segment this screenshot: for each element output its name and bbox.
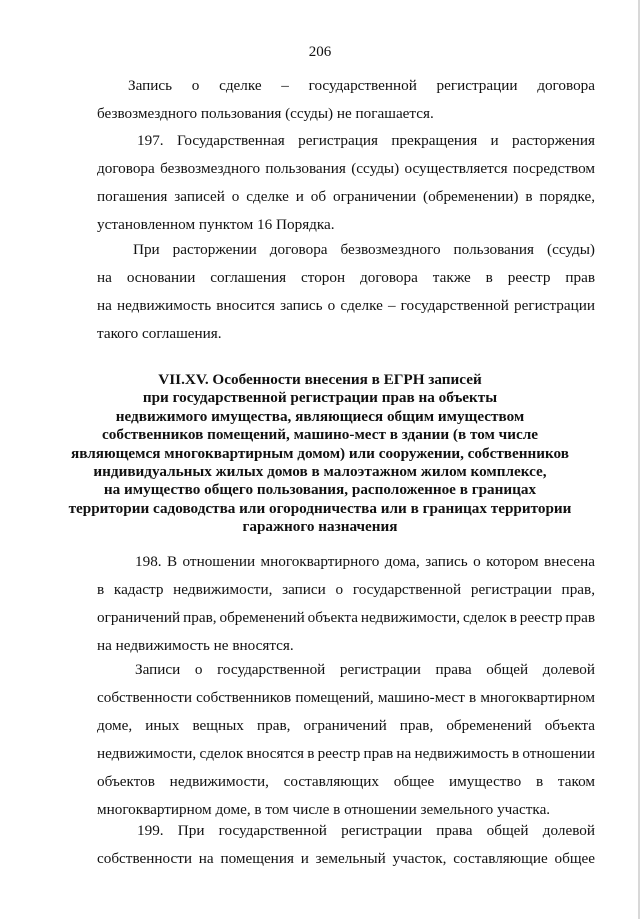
heading-line: на имущество общего пользования, расположенное в границах bbox=[103, 481, 537, 499]
text-line: 197. Государственная регистрация прекращения и расторжения bbox=[137, 132, 595, 149]
text-line: на недвижимость не вносятся. bbox=[97, 637, 294, 654]
heading-line: собственников помещений, машино-мест в здании (в том числе bbox=[102, 426, 538, 444]
text-line: установленном пунктом 16 Порядка. bbox=[97, 216, 335, 233]
text-line: 198. В отношении многоквартирного дома, запись о котором внесена bbox=[135, 553, 595, 570]
text-line: такого соглашения. bbox=[97, 325, 222, 342]
heading-line: при государственной регистрации прав на объекты bbox=[142, 389, 498, 407]
text-line: собственности на помещения и земельный участок, составляющие общее bbox=[97, 850, 595, 867]
paragraph-record-not-cancelled bbox=[97, 72, 595, 128]
text-line: 199. При государственной регистрации права общей долевой bbox=[137, 822, 595, 839]
heading-line: VII.XV. Особенности внесения в ЕГРН записей bbox=[158, 371, 482, 388]
paragraph-198 bbox=[97, 548, 595, 660]
heading-line: гаражного назначения bbox=[242, 518, 398, 536]
paragraph-197 bbox=[97, 127, 595, 239]
text-line: недвижимости, сделок вносятся в реестр прав на недвижимость в отношении bbox=[97, 745, 595, 762]
text-line: объектов недвижимости, составляющих общее имущество в таком bbox=[97, 773, 595, 790]
text-line: договора безвозмездного пользования (ссуды) осуществляется посредством bbox=[97, 160, 595, 177]
text-line: безвозмездного пользования (ссуды) не погашается. bbox=[97, 105, 434, 122]
text-line: доме, иных вещных прав, ограничений прав, обременений объекта bbox=[97, 717, 595, 734]
text-line: многоквартирном доме, в том числе в отношении земельного участка. bbox=[97, 801, 551, 818]
paragraph-common-property-records bbox=[97, 656, 595, 824]
paragraph-199 bbox=[97, 817, 595, 873]
heading-line: недвижимого имущества, являющиеся общим имуществом bbox=[115, 407, 525, 425]
text-line: собственности собственников помещений, машино-мест в многоквартирном bbox=[97, 689, 595, 706]
text-line: Записи о государственной регистрации права общей долевой bbox=[135, 661, 595, 678]
section-heading bbox=[60, 371, 580, 537]
paragraph-termination bbox=[97, 236, 595, 348]
text-line: ограничений прав, обременений объекта недвижимости, сделок в реестр прав bbox=[97, 609, 595, 626]
text-line: в кадастр недвижимости, записи о государственной регистрации прав, bbox=[97, 581, 595, 598]
text-line: на основании соглашения сторон договора также в реестр прав bbox=[97, 269, 595, 286]
text-line: на недвижимость вносится запись о сделке – государственной регистрации bbox=[97, 297, 595, 314]
text-line: погашения записей о сделке и об ограничении (обременении) в порядке, bbox=[97, 188, 595, 205]
heading-line: территории садоводства или огородничества или в границах территории bbox=[68, 499, 572, 517]
text-line: Запись о сделке – государственной регистрации договора bbox=[128, 77, 595, 94]
heading-line: индивидуальных жилых домов в малоэтажном жилом комплексе, bbox=[93, 463, 547, 481]
text-line: При расторжении договора безвозмездного пользования (ссуды) bbox=[133, 241, 595, 258]
heading-line: являющемся многоквартирным домом) или сооружении, собственников bbox=[71, 444, 569, 462]
page-number: 206 bbox=[308, 44, 332, 60]
